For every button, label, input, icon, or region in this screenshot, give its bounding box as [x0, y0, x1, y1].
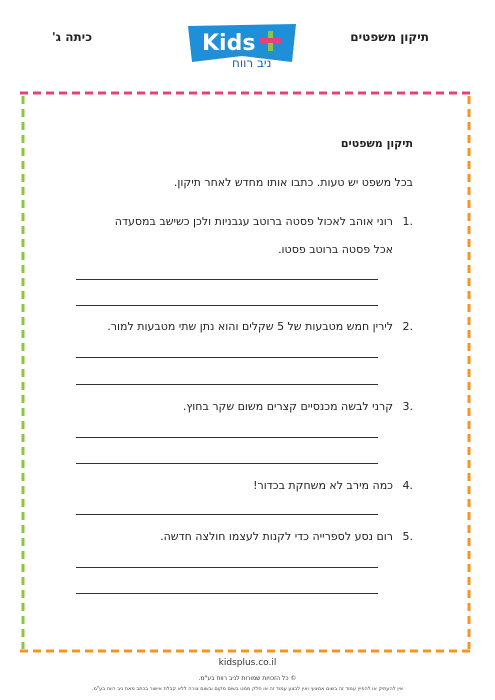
- question-text: קרני לבשה מכנסיים קצרים משום שקר בחוץ.: [182, 400, 393, 413]
- footer-legal: אין להעתיק או להפיץ עמוד זה בשום אמצעי ואין לבצע עמוד זה או חלק ממנו בשום מקום ובשום צורה ללא קבלת אישור בכתב מאת ניב רווח בע"מ.: [91, 686, 404, 692]
- question-1-line-2: אכל פסטה ברוטב פסטו.: [278, 243, 393, 256]
- question-text: רום נסע לספרייה כדי לקנות לעצמו חולצה חדשה.: [160, 530, 393, 543]
- answer-line[interactable]: [76, 514, 378, 515]
- answer-line[interactable]: [76, 437, 378, 438]
- answer-line[interactable]: [76, 567, 378, 568]
- worksheet-title: תיקון משפטים: [340, 137, 413, 150]
- question-number: .4: [402, 479, 413, 492]
- worksheet-instructions: בכל משפט יש טעות. כתבו אותו מחדש לאחר תיקון.: [173, 176, 413, 189]
- answer-line[interactable]: [76, 357, 378, 358]
- header-grade: כיתה ג': [52, 30, 92, 44]
- answer-line[interactable]: [76, 279, 378, 280]
- question-2: [107, 320, 413, 333]
- question-3: [183, 400, 413, 413]
- logo-subtext: ניב רווח: [232, 56, 272, 70]
- question-number: .2: [402, 320, 413, 333]
- header-title: תיקון משפטים: [350, 30, 429, 44]
- footer-url: kidsplus.co.il: [218, 658, 277, 668]
- question-number: .3: [402, 400, 413, 413]
- question-1: [115, 215, 413, 228]
- footer-copyright: © כל הזכויות שמורות לניב רווח בע"מ.: [198, 675, 297, 682]
- answer-line[interactable]: [76, 593, 378, 594]
- question-text: לירין חמש מטבעות של 5 שקלים והוא נתן שתי מטבעות למור.: [107, 320, 393, 333]
- question-text: כמה מירב לא משחקת בכדור!: [253, 479, 393, 492]
- question-number: .5: [402, 530, 413, 543]
- answer-line[interactable]: [76, 305, 378, 306]
- answer-line[interactable]: [76, 384, 378, 385]
- logo-text: Kids: [202, 31, 256, 56]
- question-4: [253, 479, 413, 492]
- question-5: [160, 530, 413, 543]
- answer-line[interactable]: [76, 463, 378, 464]
- question-number: .1: [402, 215, 413, 228]
- question-text: רוני אוהב לאכול פסטה ברוטב עגבניות ולכן כשישב במסעדה: [114, 215, 393, 228]
